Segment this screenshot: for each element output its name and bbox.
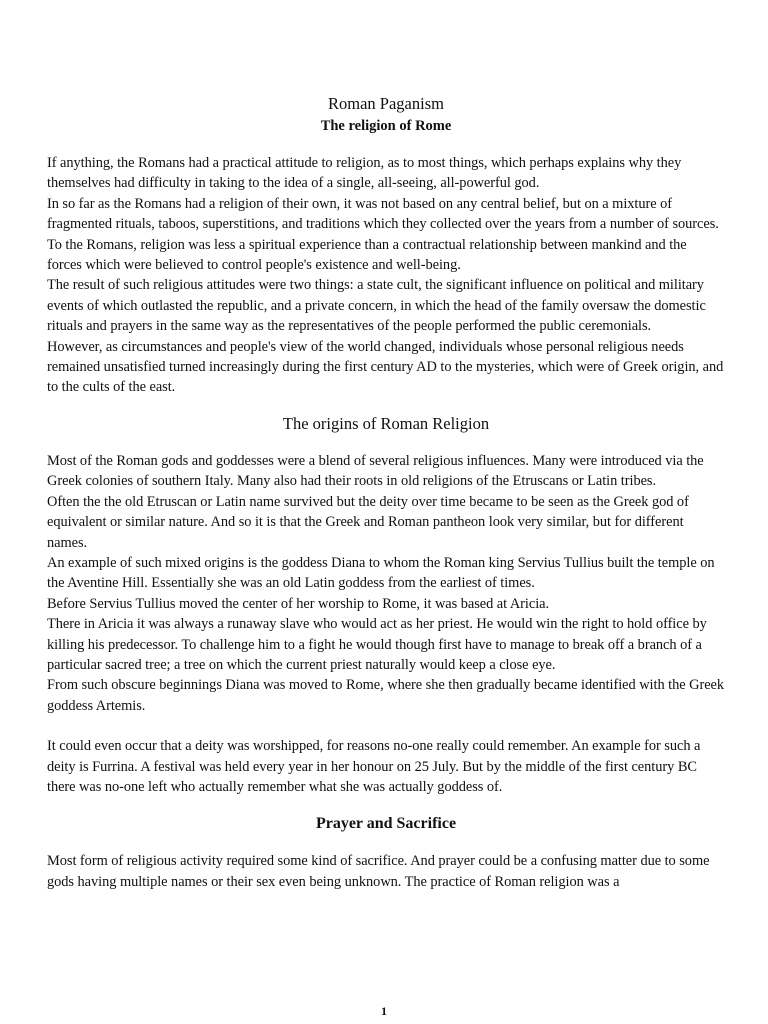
intro-paragraph-2: In so far as the Romans had a religion of their own, it was not based on any central belief, but on a mixture of fragmented rituals, taboos, superstitions, and traditions which they collected over the years from a number of sources. xyxy=(47,195,719,233)
section-heading-prayer: Prayer and Sacrifice xyxy=(315,815,457,833)
page-subtitle: The religion of Rome xyxy=(320,118,452,134)
origins-paragraph-2: Often the the old Etruscan or Latin name survived but the deity over time became to be seen as the Greek god of equivalent or similar nature. And so it is that the Greek and Roman pantheon look very similar, but for different names. xyxy=(47,493,689,551)
document-body xyxy=(47,93,725,892)
intro-paragraph-4: The result of such religious attitudes were two things: a state cult, the significant influence on political and military events of which outlasted the republic, and a private concern, in which the head of the family oversaw the domestic rituals and prayers in the same way as the representatives of the people performed the public ceremonials. xyxy=(47,277,706,335)
intro-paragraph-1: If anything, the Romans had a practical attitude to religion, as to most things, which perhaps explains why they themselves had difficulty in taking to the idea of a single, all-seeing, all-powerful god. xyxy=(47,155,682,192)
prayer-paragraph: Most form of religious activity required some kind of sacrifice. And prayer could be a confusing matter due to some gods having multiple names or their sex even being unknown. The practice of Roman religion was a xyxy=(47,853,710,890)
origins-paragraph-4: Before Servius Tullius moved the center of her worship to Rome, it was based at Aricia. xyxy=(47,595,550,612)
origins-paragraph-6: From such obscure beginnings Diana was moved to Rome, where she then gradually became identified with the Greek goddess Artemis. xyxy=(47,677,725,714)
intro-paragraph-3: To the Romans, religion was less a spiritual experience than a contractual relationship between mankind and the forces which were believed to control people's existence and well-being. xyxy=(47,236,687,274)
intro-paragraph-5: However, as circumstances and people's view of the world changed, individuals whose personal religious needs remained unsatisfied turned increasingly during the first century AD to the mysteries, which were of Greek origin, and to the cults of the east. xyxy=(47,338,724,396)
section-heading-origins: The origins of Roman Religion xyxy=(282,413,490,433)
origins-paragraph-5: There in Aricia it was always a runaway slave who would act as her priest. He would win the right to hold office by killing his predecessor. To challenge him to a fight he would though first have to manage to break off a branch of a particular sacred tree; a tree on which the current priest naturally would keep a close eye. xyxy=(47,616,707,673)
page-title: Roman Paganism xyxy=(328,94,444,113)
page-number: 1 xyxy=(381,1004,387,1018)
origins-paragraph-1: Most of the Roman gods and goddesses were a blend of several religious influences. Many were introduced via the Greek colonies of southern Italy. Many also had their roots in old religions of the Etruscans or Latin tribes. xyxy=(47,452,704,490)
origins-paragraph-3: An example of such mixed origins is the goddess Diana to whom the Roman king Servius Tullius built the temple on the Aventine Hill. Essentially she was an old Latin goddess from the earliest of times. xyxy=(47,554,715,592)
paragraph-spacer xyxy=(47,716,725,736)
furrina-paragraph: It could even occur that a deity was worshipped, for reasons no-one really could remember. An example for such a deity is Furrina. A festival was held every year in her honour on 25 July. But by the middle of the first century BC there was no-one left who actually remember what she was actually goddess of. xyxy=(47,738,701,795)
